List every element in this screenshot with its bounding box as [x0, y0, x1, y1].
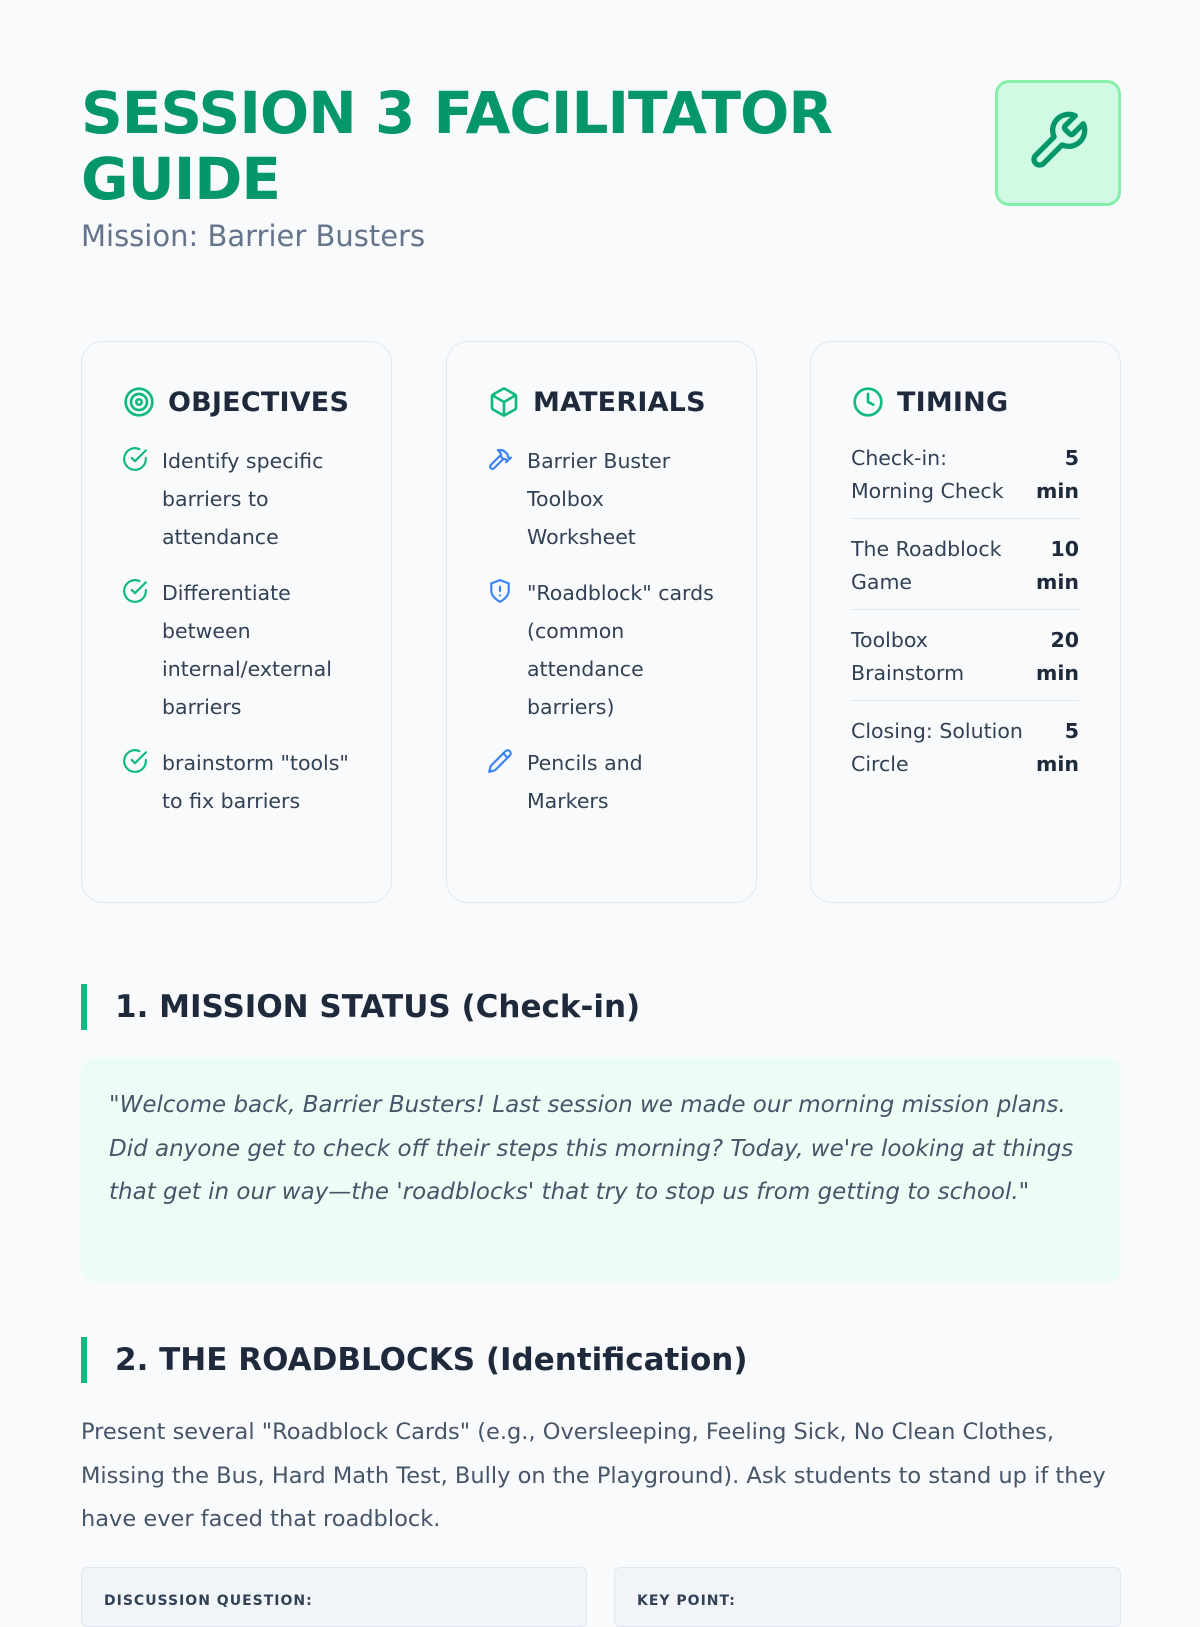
- objective-item: [122, 574, 351, 726]
- quote-text: "Welcome back, Barrier Busters! Last session we made our morning mission plans. Did anyone get to check off their steps this morning? Today, we're looking at things that get in our way—the 'roadblocks' that try to stop us from getting to school.": [109, 1092, 1074, 1205]
- page-subtitle: Mission: Barrier Busters: [81, 219, 426, 253]
- check-circle-icon: [122, 578, 148, 604]
- section-title: 2. THE ROADBLOCKS (Identification): [115, 1342, 748, 1378]
- timing-row: [851, 715, 1079, 791]
- material-text: Barrier Buster Toolbox Worksheet: [527, 449, 671, 549]
- facilitator-script-quote: [81, 1058, 1121, 1282]
- material-text: Pencils and Markers: [527, 751, 643, 813]
- material-text: "Roadblock" cards (common attendance barriers): [527, 581, 714, 719]
- page-title: SESSION 3 FACILITATOR GUIDE: [81, 79, 833, 213]
- roadblocks-instructions: Present several "Roadblock Cards" (e.g., Oversleeping, Feeling Sick, No Clean Clothes, Missing the Bus, Hard Math Test, Bully on the Playground). Ask students to stand up if they have ever faced that roadblock.: [81, 1419, 1106, 1532]
- timing-duration: 20 min: [1036, 628, 1079, 685]
- key-point-box: [614, 1567, 1121, 1627]
- timing-title: TIMING: [897, 386, 1009, 418]
- timing-row: [851, 624, 1079, 701]
- pencil-icon: [487, 748, 513, 774]
- timing-duration: 5 min: [1036, 446, 1079, 503]
- timing-activity: Closing: Solution Circle: [851, 719, 1023, 776]
- materials-header: [487, 382, 716, 422]
- wrench-icon: [1026, 109, 1090, 178]
- key-point-label: KEY POINT:: [637, 1593, 736, 1609]
- section-title: 1. MISSION STATUS (Check-in): [115, 989, 641, 1025]
- overview-cards: [81, 341, 1121, 903]
- objective-item: [122, 442, 351, 556]
- discussion-question-box: [81, 1567, 587, 1627]
- section-roadblocks: [81, 1337, 1121, 1383]
- discussion-boxes: [81, 1567, 1121, 1627]
- timing-row: [851, 533, 1079, 610]
- objectives-card: [81, 341, 392, 903]
- clock-icon: [851, 385, 885, 419]
- timing-activity: Check-in: Morning Check: [851, 446, 1004, 503]
- objective-text: Differentiate between internal/external barriers: [162, 581, 332, 719]
- timing-activity: The Roadblock Game: [851, 537, 1002, 594]
- timing-duration: 10 min: [1036, 537, 1079, 594]
- material-item: [487, 574, 716, 726]
- timing-duration: 5 min: [1036, 719, 1079, 776]
- box-icon: [487, 385, 521, 419]
- hammer-icon: [487, 446, 513, 472]
- objective-text: brainstorm "tools" to fix barriers: [162, 751, 349, 813]
- material-item: [487, 442, 716, 556]
- check-circle-icon: [122, 446, 148, 472]
- shield-alert-icon: [487, 578, 513, 604]
- timing-row: [851, 442, 1079, 519]
- section-mission-status: [81, 984, 1121, 1030]
- objective-item: [122, 744, 351, 820]
- objectives-title: OBJECTIVES: [168, 386, 350, 418]
- page-header: [81, 80, 1121, 260]
- objectives-header: [122, 382, 351, 422]
- objective-text: Identify specific barriers to attendance: [162, 449, 324, 549]
- timing-activity: Toolbox Brainstorm: [851, 628, 965, 685]
- materials-card: [446, 341, 757, 903]
- discussion-question-label: DISCUSSION QUESTION:: [104, 1593, 313, 1609]
- target-icon: [122, 385, 156, 419]
- material-item: [487, 744, 716, 820]
- materials-title: MATERIALS: [533, 386, 706, 418]
- check-circle-icon: [122, 748, 148, 774]
- timing-card: [810, 341, 1121, 903]
- timing-header: [851, 382, 1080, 422]
- wrench-badge: [995, 80, 1121, 206]
